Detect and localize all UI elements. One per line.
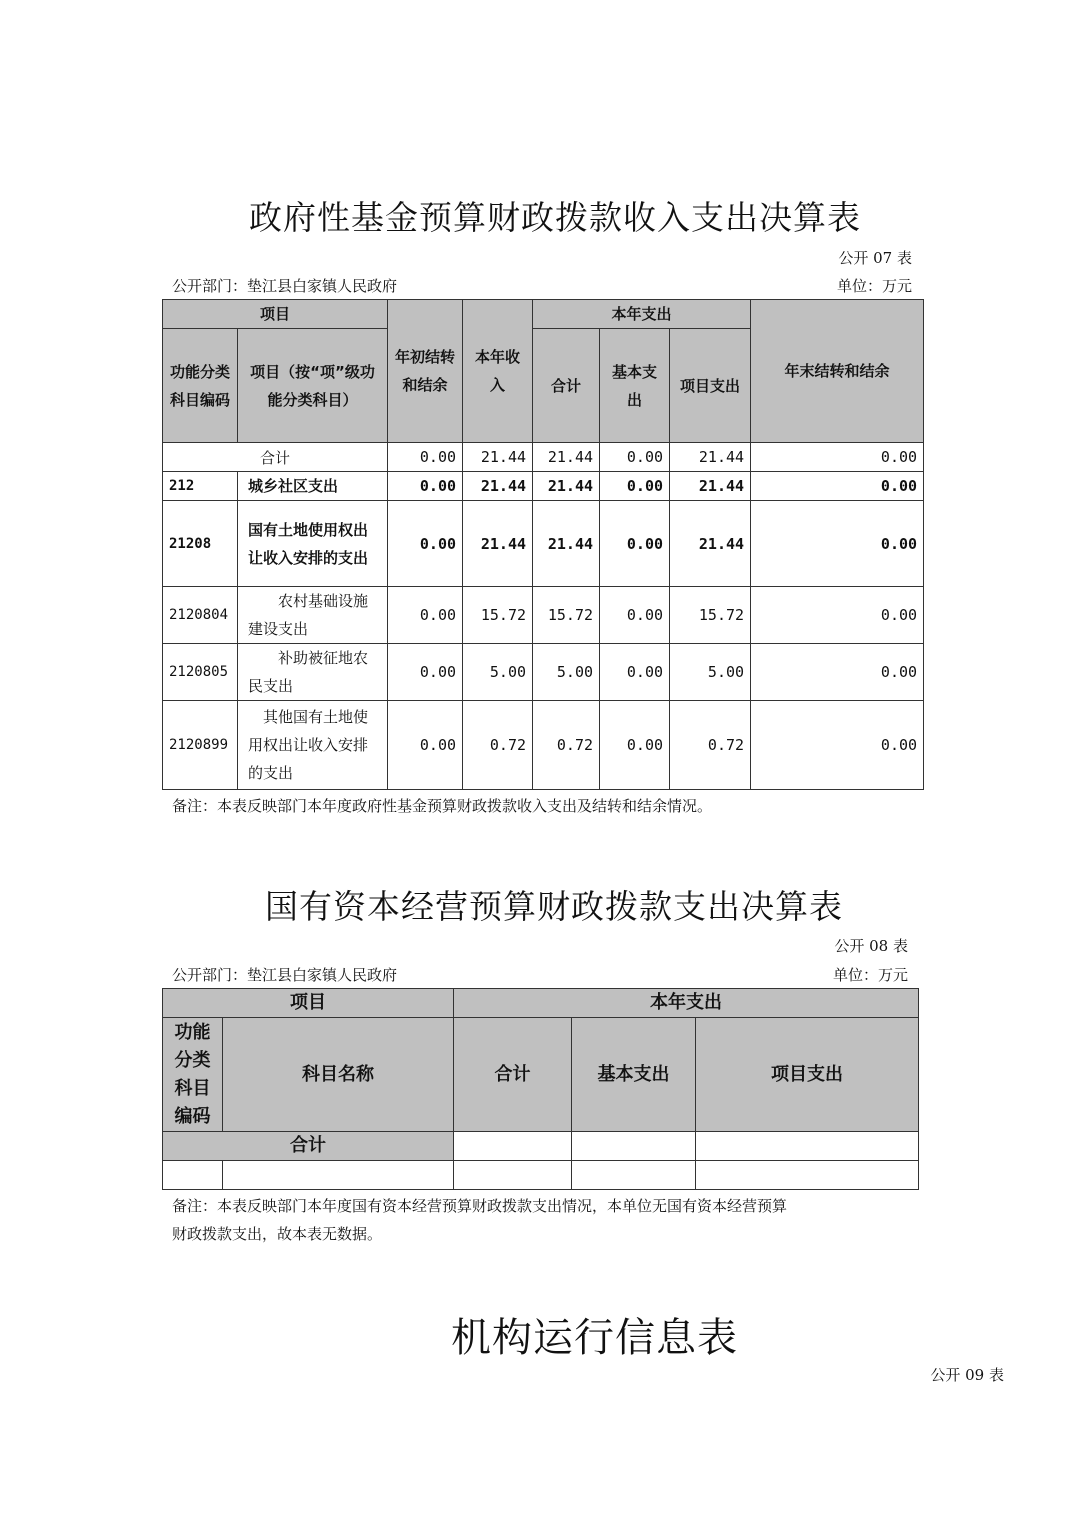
cell-basic: 0.00 — [600, 443, 670, 472]
table08-department: 公开部门：垫江县白家镇人民政府 — [172, 966, 398, 984]
header-income: 本年收入 — [463, 300, 533, 443]
cell-income: 5.00 — [463, 644, 533, 701]
cell-income: 21.44 — [463, 501, 533, 587]
row-code: 2120899 — [163, 701, 238, 790]
cell-begin: 0.00 — [388, 443, 463, 472]
row-code: 合计 — [163, 443, 388, 472]
cell-project: 5.00 — [670, 644, 751, 701]
cell-project: 21.44 — [670, 501, 751, 587]
table08-number: 公开 08 表 — [834, 937, 908, 955]
row-name: 补助被征地农民支出 — [238, 644, 388, 701]
cell-basic: 0.00 — [600, 644, 670, 701]
table-row — [163, 501, 924, 587]
cell-begin: 0.00 — [388, 501, 463, 587]
cell-basic: 0.00 — [600, 587, 670, 644]
cell-income: 15.72 — [463, 587, 533, 644]
cell-basic: 0.00 — [600, 472, 670, 501]
cell-project: 21.44 — [670, 443, 751, 472]
header-expense: 本年支出 — [533, 300, 751, 329]
cell-project — [696, 1161, 919, 1190]
cell-end: 0.00 — [751, 501, 924, 587]
cell-income: 21.44 — [463, 443, 533, 472]
cell-basic — [572, 1132, 696, 1161]
header-expense: 本年支出 — [454, 989, 919, 1018]
table-row — [163, 1132, 919, 1161]
header-name: 项目（按“项”级功能分类科目） — [238, 329, 388, 443]
header-item: 项目 — [163, 300, 388, 329]
header-name: 科目名称 — [223, 1018, 454, 1132]
table08 — [162, 988, 919, 1190]
table09-number: 公开 09 表 — [930, 1366, 1004, 1384]
table07 — [162, 299, 924, 790]
row-name: 农村基础设施建设支出 — [238, 587, 388, 644]
header-code: 功能分类科目编码 — [163, 1018, 223, 1132]
row-name: 城乡社区支出 — [238, 472, 388, 501]
row-code: 21208 — [163, 501, 238, 587]
cell-total: 21.44 — [533, 501, 600, 587]
cell-code — [163, 1161, 223, 1190]
table-row — [163, 443, 924, 472]
header-begin-balance: 年初结转和结余 — [388, 300, 463, 443]
cell-begin: 0.00 — [388, 644, 463, 701]
cell-project: 21.44 — [670, 472, 751, 501]
cell-begin: 0.00 — [388, 472, 463, 501]
header-basic: 基本支出 — [600, 329, 670, 443]
cell-begin: 0.00 — [388, 701, 463, 790]
cell-end: 0.00 — [751, 472, 924, 501]
table07-department: 公开部门：垫江县白家镇人民政府 — [172, 277, 398, 295]
table-row — [163, 587, 924, 644]
cell-income: 0.72 — [463, 701, 533, 790]
table07-number: 公开 07 表 — [838, 249, 912, 267]
cell-income: 21.44 — [463, 472, 533, 501]
table07-note: 备注：本表反映部门本年度政府性基金预算财政拨款收入支出及结转和结余情况。 — [172, 797, 713, 815]
cell-project: 0.72 — [670, 701, 751, 790]
cell-basic: 0.00 — [600, 701, 670, 790]
table08-note-line1: 备注：本表反映部门本年度国有资本经营预算财政拨款支出情况，本单位无国有资本经营预算 — [172, 1197, 788, 1215]
row-total-label: 合计 — [163, 1132, 454, 1161]
table-row — [163, 644, 924, 701]
header-project: 项目支出 — [696, 1018, 919, 1132]
header-code: 功能分类科目编码 — [163, 329, 238, 443]
cell-project — [696, 1132, 919, 1161]
cell-total: 15.72 — [533, 587, 600, 644]
cell-total: 0.72 — [533, 701, 600, 790]
cell-project: 15.72 — [670, 587, 751, 644]
cell-name — [223, 1161, 454, 1190]
header-item: 项目 — [163, 989, 454, 1018]
header-total: 合计 — [533, 329, 600, 443]
cell-end: 0.00 — [751, 587, 924, 644]
cell-end: 0.00 — [751, 644, 924, 701]
cell-total: 21.44 — [533, 443, 600, 472]
header-end-balance: 年末结转和结余 — [751, 300, 924, 443]
row-code: 2120805 — [163, 644, 238, 701]
table-row — [163, 1161, 919, 1190]
table09-title: 机构运行信息表 — [451, 1315, 738, 1361]
cell-end: 0.00 — [751, 443, 924, 472]
row-code: 212 — [163, 472, 238, 501]
row-name: 国有土地使用权出让收入安排的支出 — [238, 501, 388, 587]
table07-title: 政府性基金预算财政拨款收入支出决算表 — [249, 198, 861, 237]
cell-total — [454, 1161, 572, 1190]
cell-total: 5.00 — [533, 644, 600, 701]
header-basic: 基本支出 — [572, 1018, 696, 1132]
cell-basic — [572, 1161, 696, 1190]
cell-total — [454, 1132, 572, 1161]
table07-unit: 单位：万元 — [836, 277, 912, 295]
cell-end: 0.00 — [751, 701, 924, 790]
row-code: 2120804 — [163, 587, 238, 644]
cell-basic: 0.00 — [600, 501, 670, 587]
table08-note-line2: 财政拨款支出，故本表无数据。 — [172, 1225, 383, 1243]
cell-total: 21.44 — [533, 472, 600, 501]
row-name: 其他国有土地使用权出让收入安排的支出 — [238, 701, 388, 790]
table-row — [163, 472, 924, 501]
table-row — [163, 701, 924, 790]
header-project: 项目支出 — [670, 329, 751, 443]
table08-title: 国有资本经营预算财政拨款支出决算表 — [265, 887, 843, 926]
table08-unit: 单位：万元 — [832, 966, 908, 984]
cell-begin: 0.00 — [388, 587, 463, 644]
header-total: 合计 — [454, 1018, 572, 1132]
